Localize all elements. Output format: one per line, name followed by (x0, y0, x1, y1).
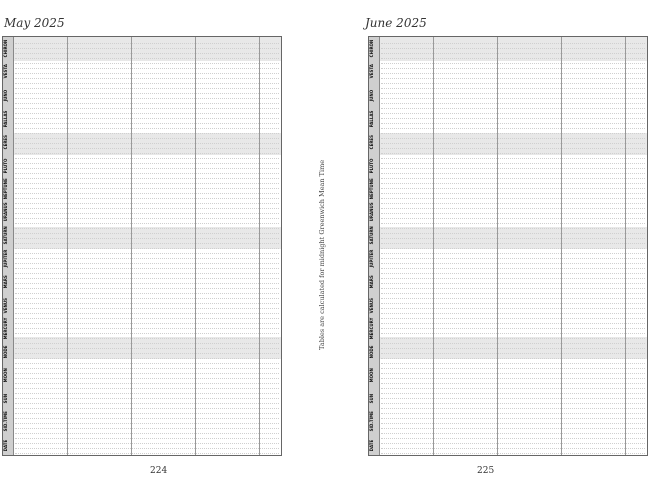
column-header: URANUS (3, 202, 8, 222)
week-separator (131, 37, 132, 455)
column-header: NEPTUNE (369, 178, 374, 200)
column-header: CHIRON (369, 39, 374, 58)
ephemeris-table (2, 36, 282, 456)
ephemeris-table (368, 36, 648, 456)
column-header: CERES (369, 134, 374, 150)
column-header: VENUS (369, 297, 374, 313)
column-header: NODE (369, 345, 374, 359)
week-separator (625, 37, 626, 455)
column-header: PALLAS (3, 110, 8, 128)
column-header: NODE (3, 345, 8, 359)
column-header: PLUTO (3, 157, 8, 173)
page-number: 225 (477, 466, 495, 476)
column-header: JUNO (369, 89, 374, 102)
column-header: MARS (369, 275, 374, 289)
week-separator (195, 37, 196, 455)
month-title: May 2025 (4, 16, 65, 30)
column-header: SUN (3, 393, 8, 404)
column-header: SATURN (369, 226, 374, 245)
column-header: JUPITER (3, 249, 8, 268)
column-header: VESTA (3, 64, 8, 80)
page-number: 224 (150, 466, 168, 476)
right-page (325, 0, 650, 495)
table-row (15, 449, 279, 454)
column-header: JUPITER (369, 249, 374, 268)
column-header: MOON (369, 368, 374, 383)
column-header: MERCURY (3, 317, 8, 340)
column-header: CERES (3, 134, 8, 150)
week-separator (497, 37, 498, 455)
column-header: PLUTO (369, 157, 374, 173)
month-title: June 2025 (365, 16, 427, 30)
week-separator (561, 37, 562, 455)
week-separator (259, 37, 260, 455)
column-header: VESTA (369, 64, 374, 80)
column-header: MOON (3, 368, 8, 383)
column-header: SID.TIME (369, 411, 374, 433)
footnote: Tables are calculated for midnight Greenwich Mean Time (318, 159, 326, 350)
column-header: DATE (369, 439, 374, 452)
column-header: SATURN (3, 226, 8, 245)
column-header: PALLAS (369, 110, 374, 128)
column-header: CHIRON (3, 39, 8, 58)
week-separator (67, 37, 68, 455)
column-header: SUN (369, 393, 374, 404)
column-header: NEPTUNE (3, 178, 8, 200)
column-header: URANUS (369, 202, 374, 222)
column-header: JUNO (3, 89, 8, 102)
week-separator (433, 37, 434, 455)
table-row (381, 449, 645, 454)
column-header: MERCURY (369, 317, 374, 340)
column-header: VENUS (3, 297, 8, 313)
column-header: DATE (3, 439, 8, 452)
column-header: MARS (3, 275, 8, 289)
column-header: SID.TIME (3, 411, 8, 433)
